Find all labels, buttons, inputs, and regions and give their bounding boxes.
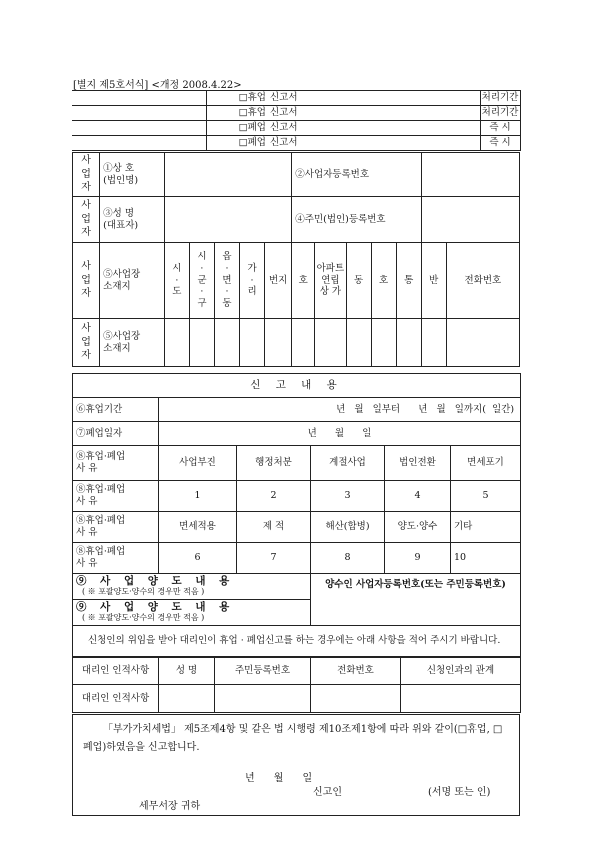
addr-cell[interactable] xyxy=(164,319,189,367)
declaration-date: 년 월 일 xyxy=(245,773,313,784)
addr-cell[interactable] xyxy=(315,319,346,367)
top-label: 신고서 xyxy=(266,121,480,136)
address-col-header: 시 · 도 xyxy=(164,243,189,319)
addr-cell[interactable] xyxy=(240,319,265,367)
form-header: [별지 제5호서식] <개정 2008.4.22> xyxy=(73,80,242,91)
top-blank xyxy=(72,91,206,106)
closure-period-value[interactable]: 년 월 일부터 년 월 일까지( 일간) xyxy=(159,398,521,422)
proxy-id-value[interactable] xyxy=(215,685,311,713)
reason-option[interactable]: 기타 xyxy=(451,512,521,543)
addr-cell[interactable] xyxy=(214,319,239,367)
side-label: 사 업 자 xyxy=(73,197,100,243)
reason-option[interactable]: 제 적 xyxy=(237,512,311,543)
closing-date-value[interactable]: 년 월 일 xyxy=(159,422,521,446)
reason-number[interactable]: 4 xyxy=(385,481,451,512)
proxy-name-value[interactable] xyxy=(159,685,215,713)
address-col-header: 아파트 연립 상 가 xyxy=(315,243,346,319)
closure-period-label: ⑥휴업기간 xyxy=(73,398,159,422)
reason-number[interactable]: 2 xyxy=(237,481,311,512)
proxy-relation-value[interactable] xyxy=(401,685,521,713)
addr-cell[interactable] xyxy=(189,319,214,367)
reason-option[interactable]: 사업부진 xyxy=(159,446,237,481)
reason-label: ⑧휴업·폐업 사 유 xyxy=(73,481,159,512)
top-blank xyxy=(72,106,206,121)
addr-cell[interactable] xyxy=(371,319,396,367)
proxy-notice: 신청인의 위임을 받아 대리인이 휴업 · 폐업신고를 하는 경우에는 아래 사항을 적어 주시기 바랍니다. xyxy=(73,626,521,658)
proxy-phone-value[interactable] xyxy=(311,685,401,713)
proxy-label-2: 대리인 인적사항 xyxy=(73,685,159,713)
addr-cell[interactable] xyxy=(446,319,519,367)
trade-name-value[interactable] xyxy=(164,153,291,197)
closing-date-label: ⑦폐업일자 xyxy=(73,422,159,446)
transfer-note: ( ※ 포괄양도·양수의 경우만 적음 ) xyxy=(82,612,205,622)
proxy-col-header: 주민등록번호 xyxy=(215,657,311,685)
reporter-label: 신고인 xyxy=(313,787,342,798)
transfer-note: ( ※ 포괄양도·양수의 경우만 적음 ) xyxy=(82,586,205,596)
proxy-col-header: 전화번호 xyxy=(311,657,401,685)
address-col-header: 통 xyxy=(396,243,421,319)
transfer-cell xyxy=(73,600,311,626)
addr-cell[interactable] xyxy=(346,319,371,367)
addressee: 세무서장 귀하 xyxy=(139,801,201,812)
reason-option[interactable]: 법인전환 xyxy=(385,446,451,481)
proxy-label: 대리인 인적사항 xyxy=(73,657,159,685)
top-period: 처리기간 xyxy=(480,91,520,106)
transfer-label: ⑨ 사 업 양 도 내 용 xyxy=(76,575,235,588)
address-label: ⑤사업장 소재지 xyxy=(100,243,165,319)
proxy-table xyxy=(72,656,521,713)
address-label-2: ⑤사업장 소재지 xyxy=(100,319,165,367)
top-blank xyxy=(72,136,206,151)
reason-option[interactable]: 면세포기 xyxy=(451,446,521,481)
address-col-header: 반 xyxy=(421,243,446,319)
side-label: 사 업 자 xyxy=(73,243,100,319)
reason-label: ⑧휴업·폐업 사 유 xyxy=(73,543,159,574)
sign-label[interactable]: (서명 또는 인) xyxy=(428,787,491,798)
addr-cell[interactable] xyxy=(265,319,292,367)
transfer-label: ⑨ 사 업 양 도 내 용 xyxy=(76,601,235,614)
reason-number[interactable]: 9 xyxy=(385,543,451,574)
transferee-label: 양수인 사업자등록번호(또는 주민등록번호) xyxy=(311,574,521,626)
reason-number[interactable]: 10 xyxy=(451,543,521,574)
address-col-header: 읍 · 면 · 동 xyxy=(214,243,239,319)
top-table xyxy=(72,90,521,151)
resident-no-value[interactable] xyxy=(421,197,519,243)
resident-no-label: ④주민(법인)등록번호 xyxy=(292,197,421,243)
addr-cell[interactable] xyxy=(396,319,421,367)
top-label: 신고서 xyxy=(266,136,480,151)
top-check: □휴업 xyxy=(206,91,266,106)
reason-option[interactable]: 해산(합병) xyxy=(311,512,385,543)
reason-option[interactable]: 계절사업 xyxy=(311,446,385,481)
addr-cell[interactable] xyxy=(292,319,315,367)
reason-label: ⑧휴업·폐업 사 유 xyxy=(73,512,159,543)
reason-number[interactable]: 5 xyxy=(451,481,521,512)
top-label: 신고서 xyxy=(266,106,480,121)
reason-option[interactable]: 면세적용 xyxy=(159,512,237,543)
transfer-cell xyxy=(73,574,311,600)
address-col-header: 호 xyxy=(292,243,315,319)
address-col-header: 호 xyxy=(371,243,396,319)
reason-option[interactable]: 행정처분 xyxy=(237,446,311,481)
reason-label: ⑧휴업·폐업 사 유 xyxy=(73,446,159,481)
declaration-box xyxy=(72,714,520,816)
content-title: 신 고 내 용 xyxy=(73,374,521,398)
reason-number[interactable]: 1 xyxy=(159,481,237,512)
top-period: 즉 시 xyxy=(480,121,520,136)
address-col-header: 전화번호 xyxy=(446,243,519,319)
side-label: 사 업 자 xyxy=(73,319,100,367)
reason-number[interactable]: 7 xyxy=(237,543,311,574)
address-col-header: 시 · 군 · 구 xyxy=(189,243,214,319)
addr-cell[interactable] xyxy=(421,319,446,367)
address-col-header: 동 xyxy=(346,243,371,319)
top-blank xyxy=(72,121,206,136)
side-label: 사 업 자 xyxy=(73,153,100,197)
biz-reg-no-label: ②사업자등록번호 xyxy=(292,153,421,197)
proxy-col-header: 신청인과의 관계 xyxy=(401,657,521,685)
declaration-text: 「부가가치세법」 제5조제4항 및 같은 법 시행령 제10조제1항에 따라 위와 같이(□휴업, □폐업)하였음을 신고합니다. xyxy=(83,724,503,753)
top-check: □폐업 xyxy=(206,136,266,151)
reason-number[interactable]: 6 xyxy=(159,543,237,574)
content-table xyxy=(72,373,521,658)
reason-option[interactable]: 양도·양수 xyxy=(385,512,451,543)
trade-name-label: ①상 호 (법인명) xyxy=(100,153,165,197)
top-period: 즉 시 xyxy=(480,136,520,151)
applicant-table xyxy=(72,152,520,367)
reason-number[interactable]: 8 xyxy=(311,543,385,574)
top-period: 처리기간 xyxy=(480,106,520,121)
biz-reg-no-value[interactable] xyxy=(421,153,519,197)
proxy-col-header: 성 명 xyxy=(159,657,215,685)
top-check: □휴업 xyxy=(206,106,266,121)
rep-name-value[interactable] xyxy=(164,197,291,243)
rep-name-label: ③성 명 (대표자) xyxy=(100,197,165,243)
reason-number[interactable]: 3 xyxy=(311,481,385,512)
address-col-header: 번지 xyxy=(265,243,292,319)
address-col-header: 가 · 리 xyxy=(240,243,265,319)
top-label: 신고서 xyxy=(266,91,480,106)
top-check: □폐업 xyxy=(206,121,266,136)
